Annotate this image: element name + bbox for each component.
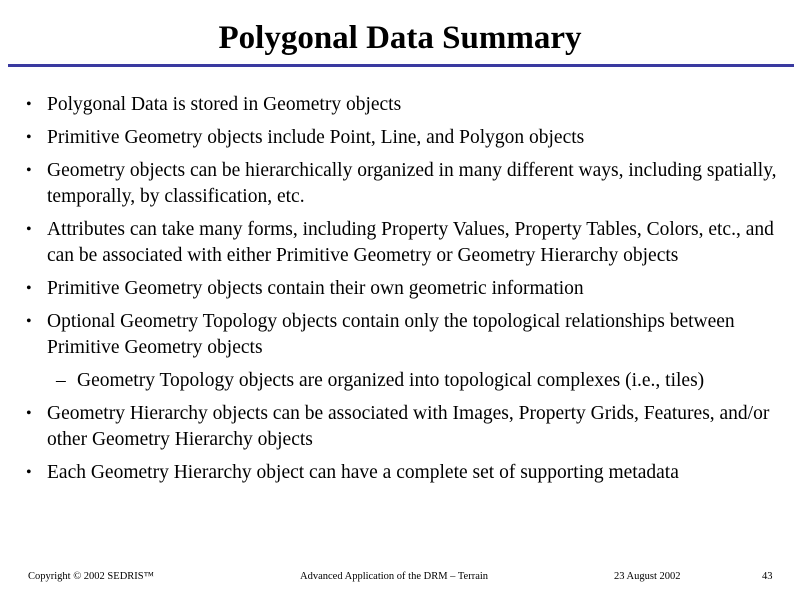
bullet-text: Polygonal Data is stored in Geometry objects	[47, 94, 402, 115]
bullet-item	[26, 401, 786, 453]
bullet-text: Attributes can take many forms, including Property Values, Property Tables, Colors, etc., and can be associated with either Primitive Geometry or Geometry Hierarchy objects	[47, 219, 774, 266]
bullet-item	[26, 276, 786, 302]
footer-course-title: Advanced Application of the DRM – Terrain	[300, 571, 489, 582]
bullet-item	[26, 309, 786, 361]
page-number: 43	[762, 571, 773, 582]
bullet-text: Primitive Geometry objects include Point, Line, and Polygon objects	[47, 127, 585, 148]
footer-date: 23 August 2002	[614, 571, 681, 582]
bullet-item	[26, 158, 786, 210]
bullet-text: Optional Geometry Topology objects contain only the topological relationships between Primitive Geometry objects	[47, 311, 735, 358]
bullet-text: Geometry Hierarchy objects can be associated with Images, Property Grids, Features, and/or other Geometry Hierarchy objects	[47, 403, 770, 450]
title-divider	[8, 64, 794, 67]
bullet-item	[26, 460, 786, 486]
bullet-marker: •	[26, 405, 32, 422]
bullet-marker: •	[26, 313, 32, 330]
bullet-marker: •	[26, 96, 32, 113]
bullet-marker: •	[26, 129, 32, 146]
bullet-item	[26, 217, 786, 269]
sub-bullet-marker: –	[56, 370, 66, 391]
bullet-text: Primitive Geometry objects contain their own geometric information	[47, 278, 584, 299]
bullet-item	[26, 92, 786, 118]
bullet-text: Each Geometry Hierarchy object can have a complete set of supporting metadata	[47, 462, 679, 483]
sub-bullet-text: Geometry Topology objects are organized into topological complexes (i.e., tiles)	[77, 370, 705, 391]
bullet-marker: •	[26, 221, 32, 238]
bullet-text: Geometry objects can be hierarchically organized in many different ways, including spatially, temporally, by classification, etc.	[47, 160, 777, 207]
bullet-marker: •	[26, 280, 32, 297]
footer-copyright: Copyright © 2002 SEDRIS™	[28, 571, 154, 582]
sub-bullet-item	[26, 368, 786, 394]
bullet-marker: •	[26, 162, 32, 179]
bullet-marker: •	[26, 464, 32, 481]
bullet-list	[26, 92, 786, 493]
bullet-item	[26, 125, 786, 151]
slide-title: Polygonal Data Summary	[218, 20, 582, 56]
